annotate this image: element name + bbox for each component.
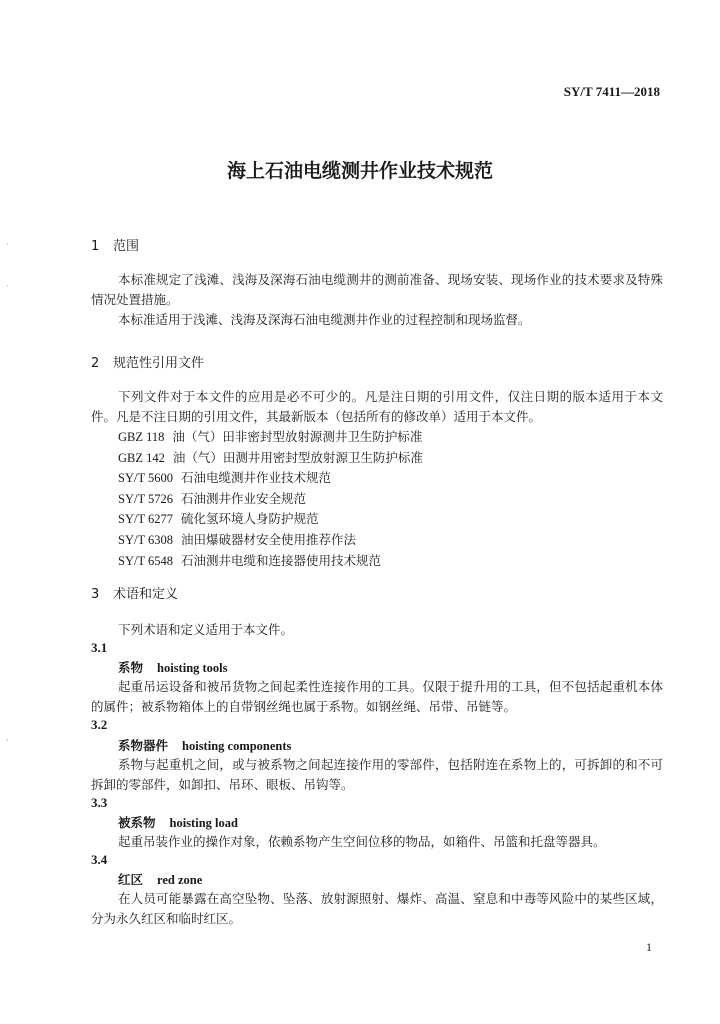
document-title: 海上石油电缆测井作业技术规范 <box>226 160 493 182</box>
paragraph: 本标准适用于浅滩、浅海及深海石油电缆测井作业的过程控制和现场监督。 <box>118 312 531 327</box>
paragraph: 下列术语和定义适用于本文件。 <box>118 622 294 637</box>
term-definition: 起重吊装作业的操作对象，依赖系物产生空间位移的物品，如箱件、吊篮和托盘等器具。 <box>118 834 606 849</box>
term-name-en: hoisting components <box>182 739 292 753</box>
term-name <box>118 813 238 831</box>
term-name-cn: 被系物 <box>118 815 156 830</box>
section-title: 术语和定义 <box>113 587 179 602</box>
term-definition: 起重吊运设备和被吊货物之间起柔性连接作用的工具。仅限于提升用的工具，但不包括起重机本体的属件；被系物箱体上的自带钢丝绳也属于系物。如钢丝绳、吊带、吊链等。 <box>91 679 663 714</box>
paragraph: 本标准规定了浅滩、浅海及深海石油电缆测井的测前准备、现场安装、现场作业的技术要求及特殊情况处置措施。 <box>91 272 663 307</box>
reference-code: SY/T 6277 <box>118 512 173 527</box>
term-name-cn: 红区 <box>118 872 144 887</box>
reference-title: 石油测井作业安全规范 <box>181 490 307 506</box>
reference-code: SY/T 5600 <box>118 471 173 486</box>
term-name-cn: 系物器件 <box>118 738 169 753</box>
reference-code: SY/T 6548 <box>118 553 173 568</box>
reference-code: GBZ 142 <box>118 450 165 465</box>
section-number: 2 <box>91 356 100 371</box>
paragraph: 下列文件对于本文件的应用是必不可少的。凡是注日期的引用文件，仅注日期的版本适用于本文件。凡是不注日期的引用文件，其最新版本（包括所有的修改单）适用于本文件。 <box>91 389 663 424</box>
reference-title: 油田爆破器材安全使用推荐作法 <box>181 531 357 547</box>
reference-code: GBZ 118 <box>118 430 165 444</box>
section-heading-normative-references <box>91 352 204 371</box>
term-name <box>118 736 291 754</box>
term-name <box>118 870 202 888</box>
reference-item <box>118 530 423 551</box>
reference-title: 油（气）田测井用密封型放射源卫生防护标准 <box>172 449 423 465</box>
reference-title: 石油电缆测井作业技术规范 <box>181 470 332 486</box>
term-number: 3.4 <box>91 852 108 867</box>
term-number: 3.1 <box>91 640 108 655</box>
reference-item <box>118 509 423 530</box>
term-definition: 系物与起重机之间，或与被系物之间起连接作用的零部件，包括附连在系物上的，可拆卸的和不可拆卸的零部件，如卸扣、吊环、眼板、吊钩等。 <box>91 757 663 792</box>
reference-item <box>118 468 423 489</box>
section-number: 3 <box>91 587 100 602</box>
margin-mark: · <box>6 240 9 249</box>
reference-title: 油（气）田非密封型放射源测井卫生防护标准 <box>172 429 423 444</box>
term-name-cn: 系物 <box>118 660 144 675</box>
reference-item <box>118 448 423 469</box>
margin-mark: · <box>6 282 9 291</box>
page-number: 1 <box>646 940 652 954</box>
term-name-en: hoisting load <box>169 816 238 830</box>
term-name-en: hoisting tools <box>157 661 228 675</box>
reference-code: SY/T 6308 <box>118 532 173 547</box>
margin-mark: ' <box>6 738 9 747</box>
section-number: 1 <box>91 239 100 254</box>
section-heading-scope <box>91 235 139 254</box>
section-title: 范围 <box>113 239 140 254</box>
reference-item <box>118 427 423 448</box>
reference-list <box>118 427 423 571</box>
reference-item <box>118 551 423 572</box>
section-heading-terms-definitions <box>91 583 178 602</box>
standard-code: SY/T 7411—2018 <box>563 84 660 99</box>
reference-title: 石油测井电缆和连接器使用技术规范 <box>181 552 382 568</box>
reference-title: 硫化氢环境人身防护规范 <box>181 511 319 527</box>
term-number: 3.2 <box>91 717 108 732</box>
term-name-en: red zone <box>157 873 203 887</box>
section-title: 规范性引用文件 <box>113 356 205 371</box>
reference-code: SY/T 5726 <box>118 491 173 506</box>
term-name <box>118 658 228 676</box>
term-definition: 在人员可能暴露在高空坠物、坠落、放射源照射、爆炸、高温、窒息和中毒等风险中的某些区域，分为永久红区和临时红区。 <box>91 891 663 926</box>
reference-item <box>118 489 423 510</box>
term-number: 3.3 <box>91 795 108 810</box>
